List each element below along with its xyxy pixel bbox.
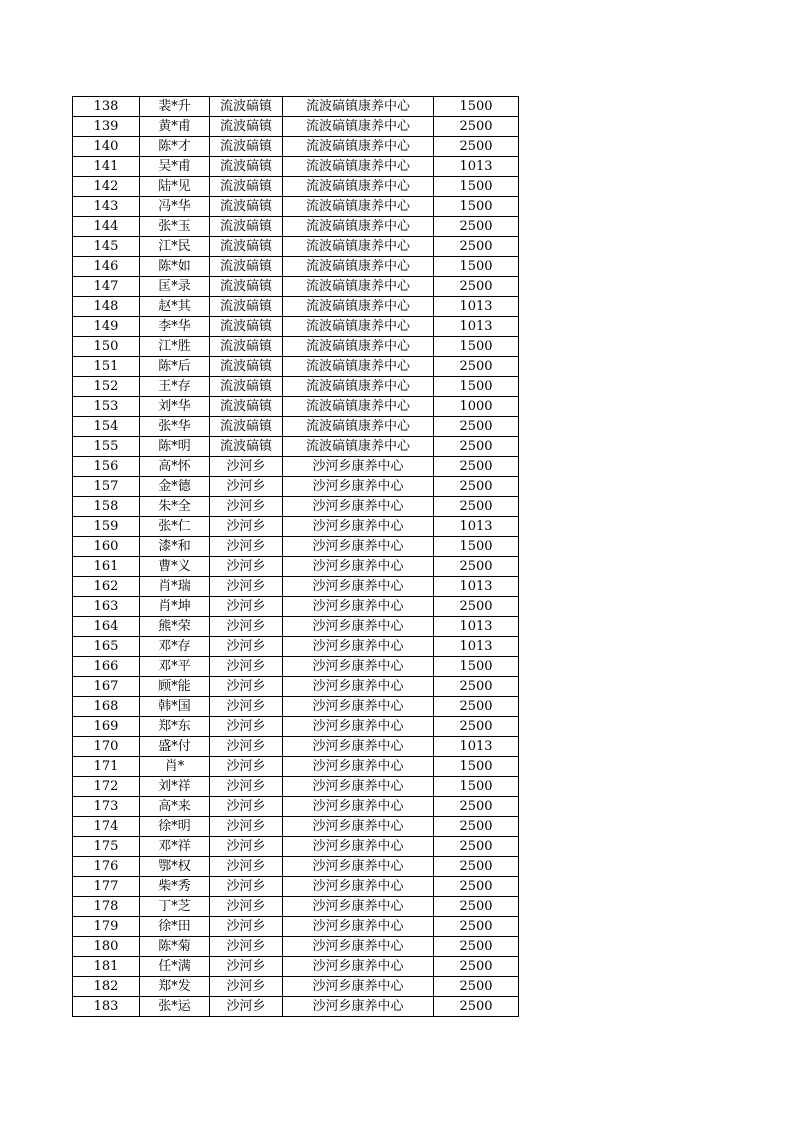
center-cell: 流波碻镇康养中心 <box>283 337 434 357</box>
center-cell: 流波碻镇康养中心 <box>283 97 434 117</box>
center-cell: 沙河乡康养中心 <box>283 977 434 997</box>
township-cell: 沙河乡 <box>210 937 283 957</box>
name-cell: 陈*明 <box>140 437 210 457</box>
amount-cell: 2500 <box>434 117 519 137</box>
center-cell: 沙河乡康养中心 <box>283 617 434 637</box>
amount-cell: 1013 <box>434 297 519 317</box>
row-number-cell: 177 <box>73 877 140 897</box>
center-cell: 沙河乡康养中心 <box>283 737 434 757</box>
amount-cell: 2500 <box>434 677 519 697</box>
table-row <box>73 277 519 297</box>
row-number-cell: 142 <box>73 177 140 197</box>
center-cell: 流波碻镇康养中心 <box>283 217 434 237</box>
table-row <box>73 837 519 857</box>
township-cell: 流波碻镇 <box>210 257 283 277</box>
data-table <box>72 96 519 1017</box>
name-cell: 吴*甫 <box>140 157 210 177</box>
row-number-cell: 148 <box>73 297 140 317</box>
table-row <box>73 957 519 977</box>
amount-cell: 2500 <box>434 877 519 897</box>
row-number-cell: 167 <box>73 677 140 697</box>
table-row <box>73 537 519 557</box>
township-cell: 沙河乡 <box>210 557 283 577</box>
table-row <box>73 477 519 497</box>
township-cell: 流波碻镇 <box>210 137 283 157</box>
name-cell: 裴*升 <box>140 97 210 117</box>
center-cell: 沙河乡康养中心 <box>283 537 434 557</box>
township-cell: 流波碻镇 <box>210 317 283 337</box>
center-cell: 沙河乡康养中心 <box>283 797 434 817</box>
amount-cell: 2500 <box>434 997 519 1017</box>
name-cell: 邓*存 <box>140 637 210 657</box>
township-cell: 流波碻镇 <box>210 277 283 297</box>
name-cell: 徐*明 <box>140 817 210 837</box>
township-cell: 沙河乡 <box>210 817 283 837</box>
center-cell: 流波碻镇康养中心 <box>283 197 434 217</box>
name-cell: 高*来 <box>140 797 210 817</box>
table-row <box>73 777 519 797</box>
name-cell: 顾*能 <box>140 677 210 697</box>
amount-cell: 2500 <box>434 237 519 257</box>
amount-cell: 1500 <box>434 337 519 357</box>
amount-cell: 1013 <box>434 157 519 177</box>
township-cell: 沙河乡 <box>210 497 283 517</box>
amount-cell: 1500 <box>434 257 519 277</box>
name-cell: 肖*坤 <box>140 597 210 617</box>
table-row <box>73 737 519 757</box>
row-number-cell: 183 <box>73 997 140 1017</box>
amount-cell: 1500 <box>434 97 519 117</box>
table-row <box>73 497 519 517</box>
table-row <box>73 377 519 397</box>
name-cell: 黄*甫 <box>140 117 210 137</box>
name-cell: 任*满 <box>140 957 210 977</box>
table-row <box>73 117 519 137</box>
township-cell: 沙河乡 <box>210 717 283 737</box>
name-cell: 漆*和 <box>140 537 210 557</box>
township-cell: 流波碻镇 <box>210 197 283 217</box>
township-cell: 流波碻镇 <box>210 337 283 357</box>
amount-cell: 2500 <box>434 797 519 817</box>
township-cell: 沙河乡 <box>210 997 283 1017</box>
row-number-cell: 153 <box>73 397 140 417</box>
amount-cell: 1000 <box>434 397 519 417</box>
amount-cell: 1500 <box>434 757 519 777</box>
center-cell: 沙河乡康养中心 <box>283 457 434 477</box>
table-row <box>73 597 519 617</box>
township-cell: 沙河乡 <box>210 877 283 897</box>
name-cell: 盛*付 <box>140 737 210 757</box>
center-cell: 沙河乡康养中心 <box>283 497 434 517</box>
center-cell: 沙河乡康养中心 <box>283 937 434 957</box>
amount-cell: 1013 <box>434 617 519 637</box>
name-cell: 张*仁 <box>140 517 210 537</box>
township-cell: 流波碻镇 <box>210 417 283 437</box>
amount-cell: 2500 <box>434 857 519 877</box>
center-cell: 沙河乡康养中心 <box>283 877 434 897</box>
table-row <box>73 717 519 737</box>
center-cell: 流波碻镇康养中心 <box>283 157 434 177</box>
row-number-cell: 178 <box>73 897 140 917</box>
table-row <box>73 977 519 997</box>
name-cell: 高*怀 <box>140 457 210 477</box>
name-cell: 朱*全 <box>140 497 210 517</box>
center-cell: 流波碻镇康养中心 <box>283 277 434 297</box>
table-row <box>73 177 519 197</box>
row-number-cell: 165 <box>73 637 140 657</box>
center-cell: 流波碻镇康养中心 <box>283 397 434 417</box>
row-number-cell: 149 <box>73 317 140 337</box>
name-cell: 匡*录 <box>140 277 210 297</box>
name-cell: 陈*才 <box>140 137 210 157</box>
table-row <box>73 997 519 1017</box>
table-row <box>73 877 519 897</box>
row-number-cell: 155 <box>73 437 140 457</box>
center-cell: 沙河乡康养中心 <box>283 857 434 877</box>
center-cell: 沙河乡康养中心 <box>283 717 434 737</box>
name-cell: 郑*发 <box>140 977 210 997</box>
name-cell: 韩*国 <box>140 697 210 717</box>
amount-cell: 2500 <box>434 697 519 717</box>
amount-cell: 2500 <box>434 477 519 497</box>
name-cell: 张*玉 <box>140 217 210 237</box>
row-number-cell: 174 <box>73 817 140 837</box>
township-cell: 沙河乡 <box>210 577 283 597</box>
amount-cell: 2500 <box>434 977 519 997</box>
township-cell: 沙河乡 <box>210 477 283 497</box>
center-cell: 沙河乡康养中心 <box>283 477 434 497</box>
name-cell: 张*运 <box>140 997 210 1017</box>
table-row <box>73 657 519 677</box>
name-cell: 陆*见 <box>140 177 210 197</box>
township-cell: 流波碻镇 <box>210 397 283 417</box>
name-cell: 陈*菊 <box>140 937 210 957</box>
amount-cell: 2500 <box>434 417 519 437</box>
center-cell: 流波碻镇康养中心 <box>283 257 434 277</box>
amount-cell: 2500 <box>434 937 519 957</box>
center-cell: 沙河乡康养中心 <box>283 837 434 857</box>
name-cell: 刘*祥 <box>140 777 210 797</box>
table-row <box>73 457 519 477</box>
township-cell: 沙河乡 <box>210 517 283 537</box>
center-cell: 流波碻镇康养中心 <box>283 237 434 257</box>
center-cell: 沙河乡康养中心 <box>283 637 434 657</box>
amount-cell: 1013 <box>434 517 519 537</box>
row-number-cell: 181 <box>73 957 140 977</box>
table-row <box>73 317 519 337</box>
amount-cell: 2500 <box>434 837 519 857</box>
center-cell: 沙河乡康养中心 <box>283 777 434 797</box>
table-row <box>73 937 519 957</box>
amount-cell: 2500 <box>434 217 519 237</box>
row-number-cell: 169 <box>73 717 140 737</box>
township-cell: 沙河乡 <box>210 737 283 757</box>
table-row <box>73 397 519 417</box>
table-row <box>73 697 519 717</box>
table-row <box>73 617 519 637</box>
amount-cell: 2500 <box>434 917 519 937</box>
table-row <box>73 197 519 217</box>
amount-cell: 1013 <box>434 737 519 757</box>
table-row <box>73 257 519 277</box>
table-row <box>73 337 519 357</box>
row-number-cell: 151 <box>73 357 140 377</box>
table-row <box>73 577 519 597</box>
table-row <box>73 917 519 937</box>
amount-cell: 2500 <box>434 957 519 977</box>
center-cell: 沙河乡康养中心 <box>283 657 434 677</box>
amount-cell: 1500 <box>434 377 519 397</box>
amount-cell: 2500 <box>434 557 519 577</box>
table-row <box>73 297 519 317</box>
row-number-cell: 176 <box>73 857 140 877</box>
township-cell: 沙河乡 <box>210 657 283 677</box>
amount-cell: 1500 <box>434 657 519 677</box>
name-cell: 鄂*权 <box>140 857 210 877</box>
row-number-cell: 140 <box>73 137 140 157</box>
row-number-cell: 172 <box>73 777 140 797</box>
row-number-cell: 158 <box>73 497 140 517</box>
township-cell: 沙河乡 <box>210 857 283 877</box>
row-number-cell: 154 <box>73 417 140 437</box>
center-cell: 流波碻镇康养中心 <box>283 377 434 397</box>
row-number-cell: 144 <box>73 217 140 237</box>
row-number-cell: 139 <box>73 117 140 137</box>
center-cell: 流波碻镇康养中心 <box>283 177 434 197</box>
table-row <box>73 557 519 577</box>
amount-cell: 1500 <box>434 537 519 557</box>
amount-cell: 2500 <box>434 817 519 837</box>
center-cell: 流波碻镇康养中心 <box>283 297 434 317</box>
table-row <box>73 217 519 237</box>
name-cell: 刘*华 <box>140 397 210 417</box>
row-number-cell: 170 <box>73 737 140 757</box>
township-cell: 沙河乡 <box>210 677 283 697</box>
name-cell: 江*胜 <box>140 337 210 357</box>
name-cell: 丁*芝 <box>140 897 210 917</box>
center-cell: 沙河乡康养中心 <box>283 757 434 777</box>
table-row <box>73 237 519 257</box>
row-number-cell: 150 <box>73 337 140 357</box>
table-row <box>73 97 519 117</box>
amount-cell: 1500 <box>434 777 519 797</box>
row-number-cell: 171 <box>73 757 140 777</box>
row-number-cell: 161 <box>73 557 140 577</box>
township-cell: 沙河乡 <box>210 897 283 917</box>
township-cell: 流波碻镇 <box>210 117 283 137</box>
name-cell: 熊*荣 <box>140 617 210 637</box>
township-cell: 沙河乡 <box>210 457 283 477</box>
amount-cell: 1013 <box>434 577 519 597</box>
township-cell: 流波碻镇 <box>210 377 283 397</box>
table-row <box>73 757 519 777</box>
center-cell: 沙河乡康养中心 <box>283 677 434 697</box>
amount-cell: 2500 <box>434 357 519 377</box>
row-number-cell: 182 <box>73 977 140 997</box>
row-number-cell: 164 <box>73 617 140 637</box>
center-cell: 流波碻镇康养中心 <box>283 317 434 337</box>
center-cell: 沙河乡康养中心 <box>283 597 434 617</box>
row-number-cell: 159 <box>73 517 140 537</box>
name-cell: 邓*平 <box>140 657 210 677</box>
table-row <box>73 637 519 657</box>
name-cell: 赵*其 <box>140 297 210 317</box>
table-row <box>73 157 519 177</box>
table-row <box>73 817 519 837</box>
amount-cell: 1500 <box>434 177 519 197</box>
table-row <box>73 897 519 917</box>
table-row <box>73 797 519 817</box>
township-cell: 沙河乡 <box>210 597 283 617</box>
township-cell: 流波碻镇 <box>210 237 283 257</box>
row-number-cell: 166 <box>73 657 140 677</box>
amount-cell: 2500 <box>434 597 519 617</box>
name-cell: 江*民 <box>140 237 210 257</box>
row-number-cell: 173 <box>73 797 140 817</box>
name-cell: 曹*义 <box>140 557 210 577</box>
township-cell: 流波碻镇 <box>210 357 283 377</box>
table-row <box>73 137 519 157</box>
table-body <box>73 97 519 1017</box>
name-cell: 郑*东 <box>140 717 210 737</box>
amount-cell: 1013 <box>434 637 519 657</box>
center-cell: 流波碻镇康养中心 <box>283 417 434 437</box>
row-number-cell: 145 <box>73 237 140 257</box>
center-cell: 沙河乡康养中心 <box>283 897 434 917</box>
township-cell: 沙河乡 <box>210 977 283 997</box>
center-cell: 沙河乡康养中心 <box>283 697 434 717</box>
row-number-cell: 175 <box>73 837 140 857</box>
name-cell: 肖*瑞 <box>140 577 210 597</box>
row-number-cell: 168 <box>73 697 140 717</box>
township-cell: 沙河乡 <box>210 777 283 797</box>
row-number-cell: 160 <box>73 537 140 557</box>
center-cell: 沙河乡康养中心 <box>283 917 434 937</box>
table-row <box>73 677 519 697</box>
table-row <box>73 857 519 877</box>
table-row <box>73 517 519 537</box>
name-cell: 肖* <box>140 757 210 777</box>
township-cell: 沙河乡 <box>210 837 283 857</box>
table-row <box>73 357 519 377</box>
township-cell: 沙河乡 <box>210 797 283 817</box>
row-number-cell: 138 <box>73 97 140 117</box>
row-number-cell: 143 <box>73 197 140 217</box>
township-cell: 沙河乡 <box>210 957 283 977</box>
amount-cell: 2500 <box>434 277 519 297</box>
township-cell: 流波碻镇 <box>210 437 283 457</box>
row-number-cell: 156 <box>73 457 140 477</box>
amount-cell: 2500 <box>434 137 519 157</box>
name-cell: 李*华 <box>140 317 210 337</box>
name-cell: 邓*祥 <box>140 837 210 857</box>
township-cell: 流波碻镇 <box>210 97 283 117</box>
row-number-cell: 162 <box>73 577 140 597</box>
center-cell: 流波碻镇康养中心 <box>283 357 434 377</box>
center-cell: 沙河乡康养中心 <box>283 517 434 537</box>
row-number-cell: 141 <box>73 157 140 177</box>
township-cell: 流波碻镇 <box>210 177 283 197</box>
township-cell: 沙河乡 <box>210 917 283 937</box>
amount-cell: 2500 <box>434 717 519 737</box>
township-cell: 沙河乡 <box>210 757 283 777</box>
amount-cell: 1500 <box>434 197 519 217</box>
center-cell: 沙河乡康养中心 <box>283 997 434 1017</box>
township-cell: 沙河乡 <box>210 697 283 717</box>
row-number-cell: 157 <box>73 477 140 497</box>
name-cell: 陈*后 <box>140 357 210 377</box>
row-number-cell: 179 <box>73 917 140 937</box>
amount-cell: 1013 <box>434 317 519 337</box>
amount-cell: 2500 <box>434 897 519 917</box>
amount-cell: 2500 <box>434 457 519 477</box>
center-cell: 沙河乡康养中心 <box>283 557 434 577</box>
township-cell: 沙河乡 <box>210 537 283 557</box>
row-number-cell: 152 <box>73 377 140 397</box>
center-cell: 沙河乡康养中心 <box>283 957 434 977</box>
name-cell: 徐*田 <box>140 917 210 937</box>
row-number-cell: 180 <box>73 937 140 957</box>
row-number-cell: 146 <box>73 257 140 277</box>
center-cell: 流波碻镇康养中心 <box>283 437 434 457</box>
center-cell: 流波碻镇康养中心 <box>283 117 434 137</box>
township-cell: 流波碻镇 <box>210 157 283 177</box>
name-cell: 冯*华 <box>140 197 210 217</box>
table-row <box>73 437 519 457</box>
township-cell: 流波碻镇 <box>210 217 283 237</box>
amount-cell: 2500 <box>434 437 519 457</box>
amount-cell: 2500 <box>434 497 519 517</box>
table-row <box>73 417 519 437</box>
name-cell: 柴*秀 <box>140 877 210 897</box>
center-cell: 沙河乡康养中心 <box>283 817 434 837</box>
center-cell: 流波碻镇康养中心 <box>283 137 434 157</box>
township-cell: 流波碻镇 <box>210 297 283 317</box>
row-number-cell: 147 <box>73 277 140 297</box>
name-cell: 王*存 <box>140 377 210 397</box>
township-cell: 沙河乡 <box>210 637 283 657</box>
township-cell: 沙河乡 <box>210 617 283 637</box>
center-cell: 沙河乡康养中心 <box>283 577 434 597</box>
row-number-cell: 163 <box>73 597 140 617</box>
name-cell: 金*德 <box>140 477 210 497</box>
name-cell: 张*华 <box>140 417 210 437</box>
name-cell: 陈*如 <box>140 257 210 277</box>
